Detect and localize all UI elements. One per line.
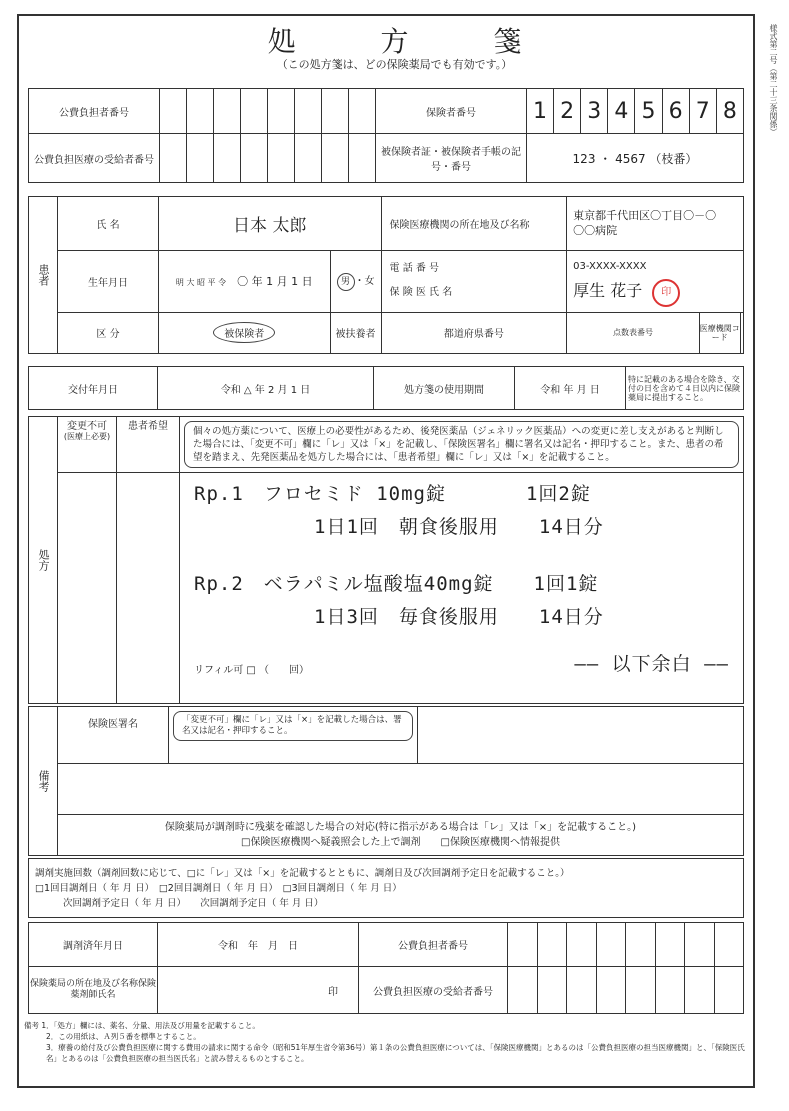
patient-table: 患者 氏 名 日本 太郎 保険医療機関の所在地及び名称 東京都千代田区〇丁目〇－〇 〇〇病院 生年月日 明 大 昭 平 令 〇 年 1 月 1 日 男 ・女 電 話 番 号 保 険 医 氏 名 03-XXXX-XXXX 厚生 花子 印 区 分 被保険者 被扶養者 都道府県番号 点数表番号 医療機関コード [28, 196, 744, 354]
document-subtitle: （この処方箋は、どの保険薬局でも有効です。） [276, 58, 513, 71]
patient-name: 日本 太郎 [159, 197, 382, 251]
doctor-seal: 印 [652, 279, 680, 307]
rx-line: Rp.2 ベラパミル塩酸塩40mg錠 1回1錠 [194, 573, 599, 595]
remarks-table: 備考 保険医署名 「変更不可」欄に「レ」又は「×」を記載した場合は、署名又は記名・押印すること。 保険薬局が調剤時に残薬を確認した場合の対応(特に指示がある場合は「レ」又は「×」を記載すること。) □保険医療機関へ疑義照会した上で調剤 □保険医療機関へ情報提供 [28, 706, 744, 856]
document-title: 処 方 箋 [267, 25, 560, 58]
form-number: 様式第二号（第二十三条関係） [769, 24, 778, 136]
doctor-name: 厚生 花子 [573, 281, 643, 301]
footnotes: 備考 1．「処方」欄には、薬名、分量、用法及び用量を記載すること。 2．この用紙は、Ａ列５番を標準とすること。 3．療養の給付及び公費負担医療に関する費用の請求に関する命令（昭和51年厚生省令第36号）第１条の公費負担医療については、「保険医療機関」とあるのは「公費負担医療の担当医療機関」と、「保険医氏名」とあるのは「公費負担医療の担当医氏名」と読み替えるものとすること。 [24, 1021, 745, 1063]
rx-line: 1日1回 朝食後服用 14日分 [194, 516, 604, 538]
rx-line: Rp.1 フロセミド 10mg錠 1回2錠 [194, 483, 591, 505]
rx-line: 1日3回 毎食後服用 14日分 [194, 606, 604, 628]
footer-table: 調剤済年月日 令和 年 月 日 公費負担者番号 保険薬局の所在地及び名称保険薬剤師氏名 印 公費負担医療の受給者番号 [28, 922, 744, 1014]
prescription-table: 処方 変更不可 (医療上必要) 患者希望 個々の処方薬について、医療上の必要性があるため、後発医薬品（ジェネリック医薬品）への変更に差し支えがあると判断した場合には、「変更不可」欄に「レ」又は「×」を記載し、「保険医署名」欄に署名又は記名・押印すること。また、患者の希望を踏まえ、先発医薬品を処方した場合には、「患者希望」欄に「レ」又は「×」を記載すること。 Rp.1 フロセミド 10mg錠 1回2錠 1日1回 朝食後服用 14日分 Rp.2 ベラパミル塩酸塩40mg錠 1回1錠 1日3回 毎食後服用 14日分 リフィル可 □ （ 回） ―― 以下余白 ―― [28, 416, 744, 704]
dispense-table: 調剤実施回数（調剤回数に応じて、□に「レ」又は「×」を記載するとともに、調剤日及び次回調剤予定日を記載すること。） □1回目調剤日（ 年 月 日） □2回目調剤日（ 年 月 日） □3回目調剤日（ 年 月 日） 次回調剤予定日（ 年 月 日） 次回調剤予定日（ 年 月 日） [28, 858, 744, 918]
end-mark: ―― 以下余白 ―― [574, 653, 729, 675]
refill-field: リフィル可 □ （ 回） [194, 665, 310, 676]
card-number: 123 ・ 4567 （枝番） [527, 134, 744, 183]
dates-table: 交付年月日 令和 △ 年 2 月 1 日 処方箋の使用期間 令和 年 月 日 特に記載のある場合を除き、交付の日を含めて４日以内に保険薬局に提出すること。 [28, 366, 744, 410]
generic-notice: 個々の処方薬について、医療上の必要性があるため、後発医薬品（ジェネリック医薬品）への変更に差し支えがあると判断した場合には、「変更不可」欄に「レ」又は「×」を記載し、「保険医署名」欄に署名又は記名・押印すること。また、患者の希望を踏まえ、先発医薬品を処方した場合には、「患者希望」欄に「レ」又は「×」を記載すること。 [184, 421, 739, 468]
insurer-table: 公費負担者番号 保険者番号 1 2 3 4 5 6 7 8 公費負担医療の受給者番号 被保険者証・被保険者手帳の記号・番号 123 ・ 4567 （枝番） [28, 88, 744, 183]
signature-notice: 「変更不可」欄に「レ」又は「×」を記載した場合は、署名又は記名・押印すること。 [173, 711, 413, 741]
